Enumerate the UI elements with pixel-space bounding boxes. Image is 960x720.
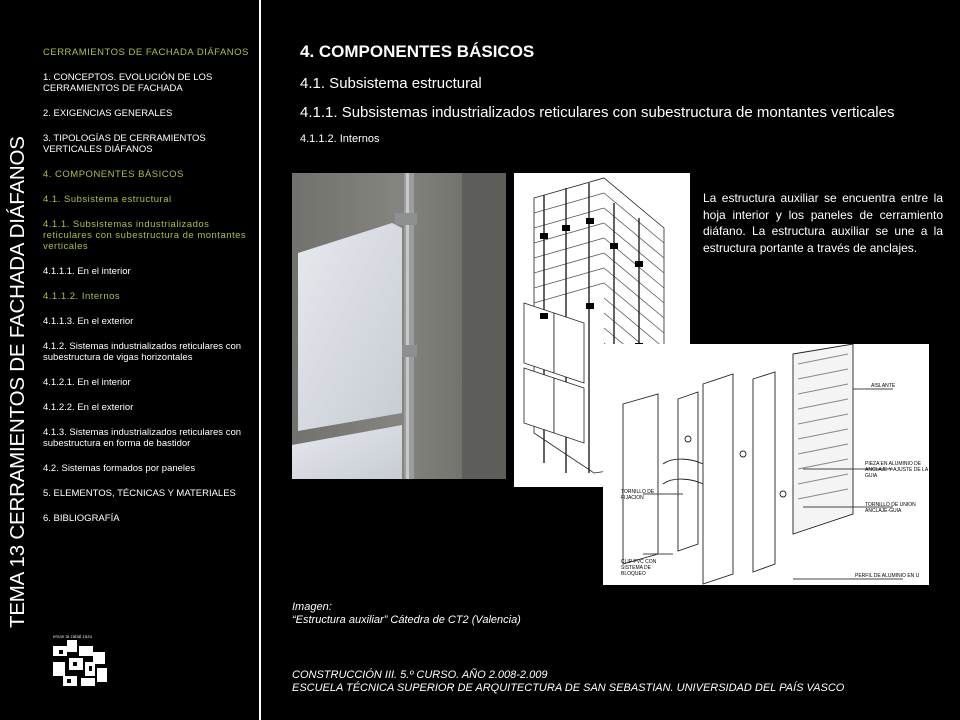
footer-school: ESCUELA TÉCNICA SUPERIOR DE ARQUITECTURA DE SAN SEBASTIAN. UNIVERSIDAD DEL PAÍS VASCO [292,682,845,694]
sidebar-item-1[interactable]: 1. CONCEPTOS. EVOLUCIÓN DE LOS CERRAMIENTOS DE FACHADA [43,72,213,94]
label-aislante: AISLANTE [871,383,896,389]
sidebar-item-15[interactable]: 5. ELEMENTOS, TÉCNICAS Y MATERIALES [43,488,236,499]
sidebar-divider [259,0,261,720]
sidebar-item-16[interactable]: 6. BIBLIOGRAFÍA [43,513,120,524]
footer-course: CONSTRUCCIÓN III. 5.º CURSO. AÑO 2.008-2.009 [292,669,548,681]
subsubsection-heading: 4.1.1.2. Internos [300,133,380,145]
sidebar-item-8[interactable]: 4.1.1.2. Internos [43,291,121,302]
sidebar-item-3[interactable]: 3. TIPOLOGÍAS DE CERRAMIENTOS VERTICALES DIÁFANOS [43,133,206,155]
section-heading: 4.1. Subsistema estructural [300,75,482,92]
label-clip: CLIP PVC CON SISTEMA DE BLOQUEO [621,559,657,577]
caption-label: Imagen: [292,601,332,613]
description-text: La estructura auxiliar se encuentra entre la hoja interior y los paneles de cerramiento diáfano. La estructura auxiliar se une a la estructura portante a través de anclajes. [703,191,943,255]
label-perfil: PERFIL DE ALUMINIO EN U [855,573,920,579]
sidebar-item-4[interactable]: 4. COMPONENTES BÁSICOS [43,169,184,180]
label-pieza: PIEZA EN ALUMINIO DE ANCLAJE Y AJUSTE DE LA GUIA [865,461,928,479]
university-logo [45,632,115,692]
sidebar-nav [43,47,256,538]
caption-source: “Estructura auxiliar” Cátedra de CT2 (Valencia) [292,614,521,626]
sidebar-item-11[interactable]: 4.1.2.1. En el interior [43,377,131,388]
vertical-course-title [4,136,32,628]
exploded-detail-drawing [603,344,929,585]
vertical-title-text: TEMA 13 CERRAMIENTOS DE FACHADA DIÁFANOS [6,136,29,628]
sidebar-item-6[interactable]: 4.1.1. Subsistemas industrializados reticulares con subestructura de montantes verticales [43,219,247,252]
sidebar-item-10[interactable]: 4.1.2. Sistemas industrializados reticulares con subestructura de vigas horizontales [43,341,242,363]
sidebar-item-2[interactable]: 2. EXIGENCIAS GENERALES [43,108,173,119]
sidebar-item-13[interactable]: 4.1.3. Sistemas industrializados reticulares con subestructura en forma de bastidor [43,427,242,449]
logo-motto: eman ta zabal zazu [53,634,93,639]
footer [292,669,844,695]
upv-ehu-logo-icon [45,632,115,692]
sidebar-item-9[interactable]: 4.1.1.3. En el exterior [43,316,134,327]
sidebar-item-0[interactable]: CERRAMIENTOS DE FACHADA DIÁFANOS [43,47,249,58]
installation-photo [292,173,506,479]
label-tornillo-fijacion: TORNILLO DE FIJACION [621,489,655,501]
subsection-heading: 4.1.1. Subsistemas industrializados reticulares con subestructura de montantes verticales [300,104,895,121]
label-tornillo-union: TORNILLO DE UNION ANCLAJE-GUIA [865,502,916,514]
sidebar-item-12[interactable]: 4.1.2.2. En el exterior [43,402,134,413]
sidebar-item-14[interactable]: 4.2. Sistemas formados por paneles [43,463,196,474]
sidebar-item-7[interactable]: 4.1.1.1. En el interior [43,266,131,277]
image-caption [292,601,521,627]
page-title: 4. COMPONENTES BÁSICOS [300,42,535,61]
sidebar-item-5[interactable]: 4.1. Subsistema estructural [43,194,172,205]
